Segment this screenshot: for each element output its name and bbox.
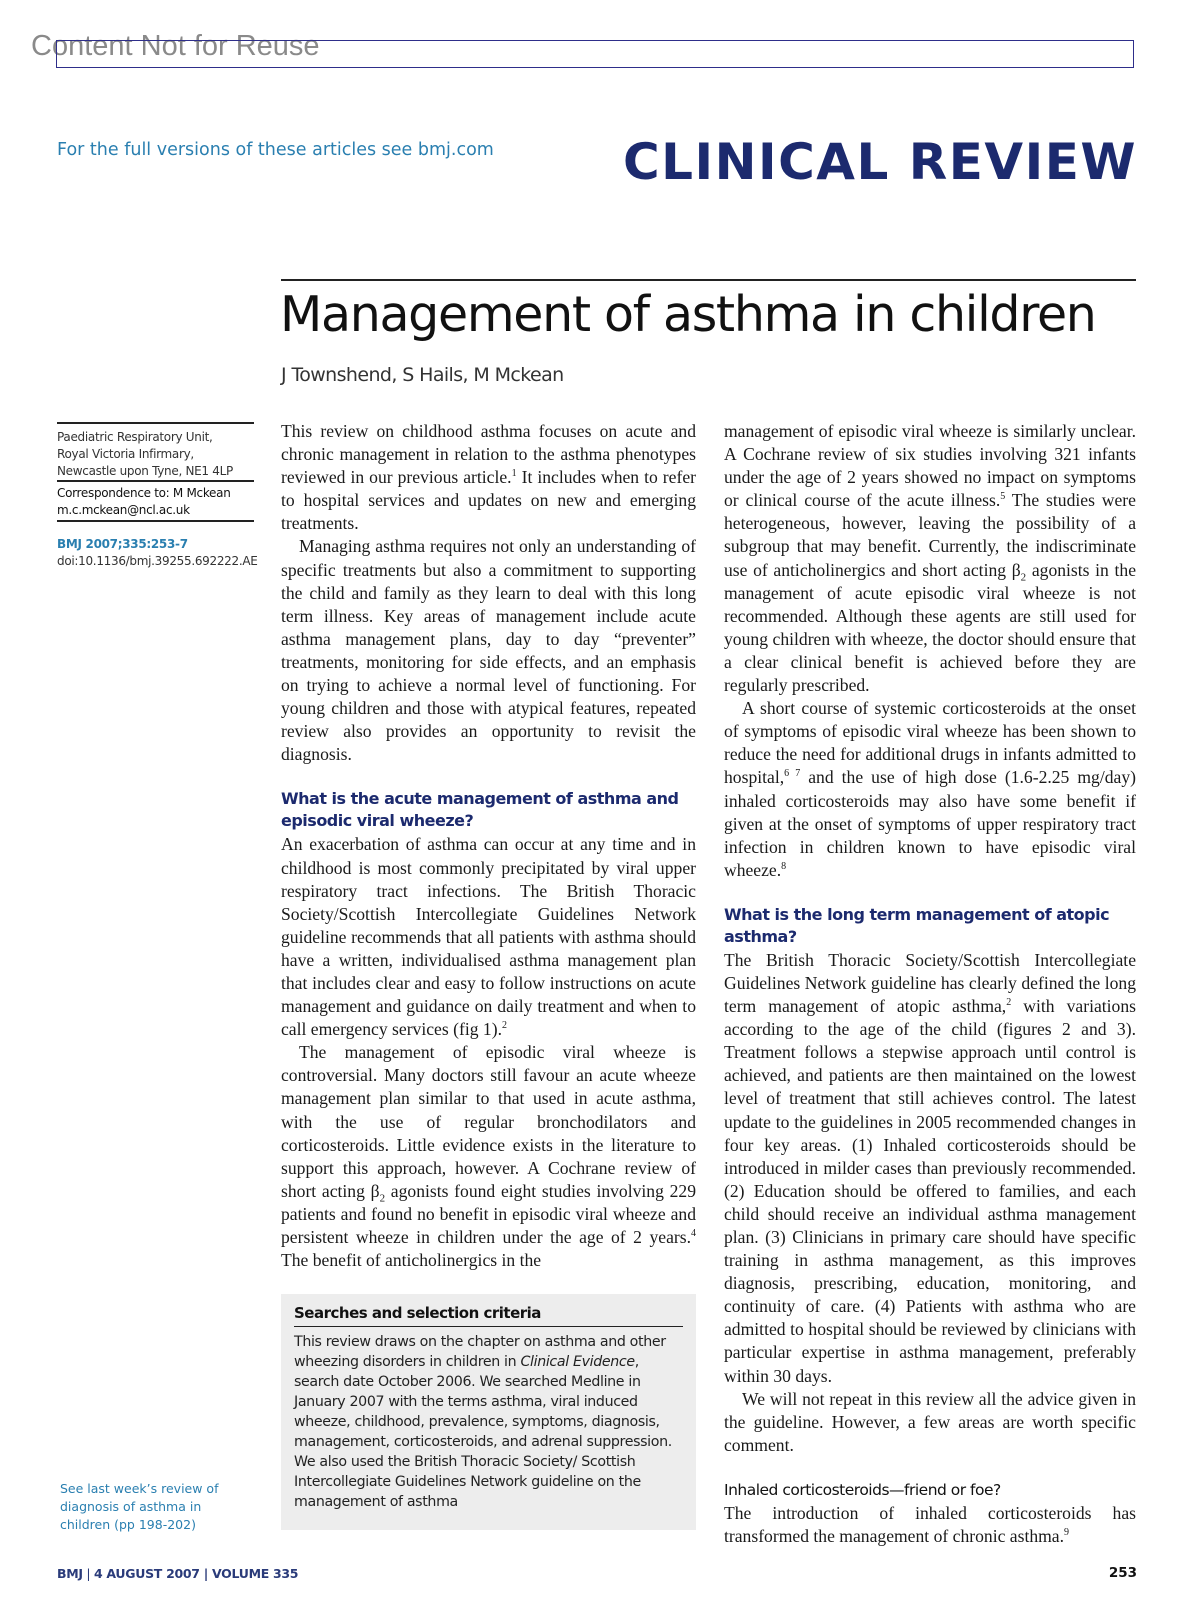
sidebar-rule xyxy=(57,520,254,522)
correspondence-label: Correspondence to: M Mckean xyxy=(57,486,231,500)
paragraph: A short course of systemic corticosteroids at the onset of symptoms of episodic viral wheeze has been shown to reduce the need for additional drugs in infants admitted to hospital,$^{6 7}$ and the use of high dose (1.6-2.25 mg/day) inhaled corticosteroids may also have some benefit if given at the onset of symptoms of upper respiratory tract infection in children known to have episodic viral wheeze.$^8$ xyxy=(724,698,1137,880)
paragraph: An exacerbation of asthma can occur at any time and in childhood is most commonly precipitated by viral upper respiratory tract infections. The British Thoracic Society/Scottish Intercollegiate Guidelines Network guideline recommends that all patients with asthma should have a written, individualised asthma management plan that includes clear and easy to follow instructions on acute management and guidance on daily treatment and when to call emergency services (fig 1).$^2$ xyxy=(281,834,696,1040)
see-last-week-link[interactable]: See last week’s review of diagnosis of asthma in children (pp 198-202) xyxy=(60,1481,219,1532)
full-versions-link[interactable]: For the full versions of these articles see bmj.com xyxy=(57,140,494,160)
watermark-frame xyxy=(56,40,1134,68)
subsection-heading: Inhaled corticosteroids—friend or foe? xyxy=(724,1480,1001,1499)
authors: J Townshend, S Hails, M Mckean xyxy=(281,364,564,386)
section-heading: What is the long term management of atopic asthma? xyxy=(724,904,1110,946)
journal-name: BMJ xyxy=(57,1566,83,1581)
article-title: Management of asthma in children xyxy=(280,286,1096,343)
sidebar-rule xyxy=(57,480,254,482)
paragraph: The British Thoracic Society/Scottish Intercollegiate Guidelines Network guideline has clearly defined the long term management of atopic asthma,$^2$ with variations according to the age of the child (figures 2 and 3). Treatment follows a stepwise approach until control is achieved, and patients are then maintained on the lowest level of treatment that still achieves control. The latest update to the guidelines in 2005 recommended changes in four key areas. (1) Inhaled corticosteroids should be introduced in milder cases than previously recommended. (2) Education should be offered to families, and each child should receive an individual asthma management plan. (3) Clinicians in primary care should have specific training in asthma management, as this improves diagnosis, prescribing, education, monitoring, and continuity of care. (4) Patients with asthma who are admitted to hospital should be reviewed by clinicians with particular expertise in asthma management, preferably within 30 days. xyxy=(724,949,1136,1386)
box-title: Searches and selection criteria xyxy=(294,1304,683,1327)
affiliation-line: Royal Victoria Infirmary, xyxy=(57,447,194,461)
column-right xyxy=(724,420,1136,1548)
section-heading: What is the acute management of asthma and episodic viral wheeze? xyxy=(281,789,679,831)
footer-issue: BMJ | 4 AUGUST 2007 | VOLUME 335 xyxy=(57,1566,299,1581)
citation xyxy=(57,536,258,570)
paragraph: This review on childhood asthma focuses on acute and chronic management in relation to the asthma phenotypes reviewed in our previous article.$^1$ It includes when to refer to hospital services and updates on new and emerging treatments. xyxy=(281,421,696,534)
paragraph: We will not repeat in this review all the advice given in the guideline. However, a few areas are worth specific comment. xyxy=(724,1388,1136,1455)
sidebar-rule xyxy=(57,422,254,424)
paragraph: management of episodic viral wheeze is similarly unclear. A Cochrane review of six studies involving 321 infants under the age of 2 years showed no impact on symptoms or clinical course of the acute illness.$^5$ The studies were heterogeneous, however, leaving the possibility of a subgroup that may benefit. Currently, the indiscriminate use of anticholinergics and short acting $\beta_2$ agonists in the management of acute episodic viral wheeze is not recommended. Although these agents are still used for young children with wheeze, the doctor should ensure that a clear clinical benefit is achieved before they are regularly prescribed. xyxy=(724,421,1137,696)
email-link[interactable]: m.c.mckean@ncl.ac.uk xyxy=(57,503,190,517)
watermark: Content Not for Reuse xyxy=(31,30,320,62)
issue-info: 4 AUGUST 2007 | VOLUME 335 xyxy=(93,1566,299,1581)
affiliation xyxy=(57,429,257,480)
title-rule xyxy=(281,279,1136,281)
box-body: This review draws on the chapter on asthma and other wheezing disorders in children in Clinical Evidence, search date October 2006. We searched Medline in January 2007 with the terms asthma, viral induced wheeze, childhood, prevalence, symptoms, diagnosis, management, corticosteroids, and adrenal suppression. We also used the British Thoracic Society/ Scottish Intercollegiate Guidelines Network guideline on the management of asthma xyxy=(294,1334,672,1510)
doi[interactable]: doi:10.1136/bmj.39255.692222.AE xyxy=(57,554,258,568)
section-title: CLINICAL REVIEW xyxy=(622,133,1137,191)
affiliation-line: Newcastle upon Tyne, NE1 4LP xyxy=(57,464,233,478)
page-number: 253 xyxy=(1108,1565,1137,1581)
correspondence xyxy=(57,485,262,519)
paragraph: The management of episodic viral wheeze is controversial. Many doctors still favour an acute wheeze management plan similar to that used in acute asthma, with the use of regular bronchodilators and corticosteroids. Little evidence exists in the literature to support this approach, however. A Cochrane review of short acting $\beta_2$ agonists found eight studies involving 229 patients and found no benefit in episodic viral wheeze and persistent wheeze in children under the age of 2 years.$^4$ The benefit of anticholinergics in the xyxy=(281,1042,696,1271)
paragraph: Managing asthma requires not only an understanding of specific treatments but also a commitment to supporting the child and family as they learn to deal with this long term illness. Key areas of management include acute asthma management plans, day to day “preventer” treatments, monitoring for side effects, and an emphasis on trying to achieve a normal level of functioning. For young children and those with atypical features, repeated review also provides an opportunity to revisit the diagnosis. xyxy=(281,536,696,765)
citation-reference: BMJ 2007;335:253-7 xyxy=(57,537,188,551)
column-left xyxy=(281,420,696,1272)
searches-box xyxy=(281,1294,696,1530)
affiliation-line: Paediatric Respiratory Unit, xyxy=(57,430,213,444)
paragraph: The introduction of inhaled corticosteroids has transformed the management of chronic asthma.$^9$ xyxy=(724,1502,1136,1547)
